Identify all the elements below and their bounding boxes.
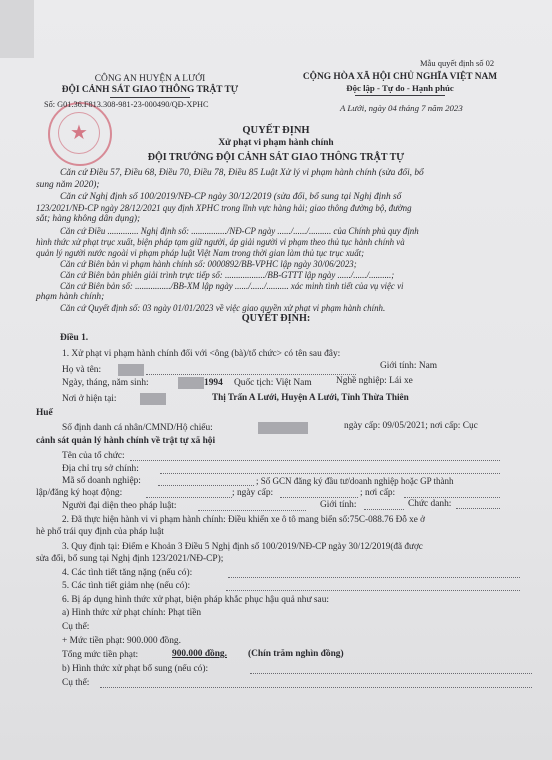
dob-year: 1994 [204, 378, 223, 388]
name-label: Họ và tên: [62, 365, 102, 375]
basis-line-8: quản lý người nước ngoài vi phạm pháp luật Việt Nam trong thời gian làm thủ tục trục xuất; [36, 248, 365, 258]
address-value: Thị Trấn A Lưới, Huyện A Lưới, Tỉnh Thừa Thiên [212, 392, 409, 402]
org-name-label: Tên của tổ chức: [62, 451, 125, 461]
fine-total-label: Tổng mức tiền phạt: [62, 650, 139, 660]
redacted-id-number [258, 422, 308, 434]
document-title: QUYẾT ĐỊNH [242, 125, 310, 136]
org-licence-label: lập/đăng ký hoạt động: [36, 488, 123, 498]
gender: Giới tính: Nam [380, 361, 438, 371]
agency-underline [110, 97, 190, 98]
agency-line-2: ĐỘI CẢNH SÁT GIAO THÔNG TRẬT TỰ [61, 85, 239, 95]
org-licence-place: ; nơi cấp: [360, 488, 396, 498]
seal-star-icon: ★ [70, 122, 88, 144]
item-3-continued: sửa đổi, bổ sung tại Nghị định 123/2021/NĐ-CP); [36, 554, 224, 564]
org-address-dotted-line [160, 473, 500, 474]
org-licence-dotted-line [146, 497, 232, 498]
item-6b-dotted-line [250, 673, 532, 674]
fine-level: + Mức tiền phạt: 900.000 đồng. [62, 636, 181, 646]
item-1-intro: 1. Xử phạt vi phạm hành chính đối với <ông (bà)/tổ chức> có tên sau đây: [62, 349, 341, 359]
redacted-dob [178, 377, 204, 389]
basis-line-6: Căn cứ Điều .............. Nghị định số: ................/NĐ-CP ngày ....../....../.......... của Chính phủ quy định [60, 226, 419, 236]
item-2-continued: hè phố trái quy định của pháp luật [36, 527, 164, 537]
org-rep-title-dotted-line [456, 508, 500, 509]
id-issuer: cảnh sát quản lý hành chính về trật tự xã hội [36, 436, 216, 446]
item-4-aggravating: 4. Các tình tiết tăng nặng (nếu có): [62, 568, 193, 578]
decision-heading: QUYẾT ĐỊNH: [241, 313, 311, 324]
motto-underline [355, 95, 445, 96]
country-name: CỘNG HÒA XÃ HỘI CHỦ NGHĨA VIỆT NAM [302, 72, 498, 82]
occupation: Nghề nghiệp: Lái xe [336, 376, 413, 386]
redacted-address [140, 393, 166, 405]
org-licence-date: ; ngày cấp: [232, 488, 274, 498]
address-continued: Huế [36, 408, 53, 418]
org-rep-gender-dotted-line [364, 509, 404, 510]
dob-label: Ngày, tháng, năm sinh: [62, 378, 149, 388]
item-5-mitigating: 5. Các tình tiết giảm nhẹ (nếu có): [62, 581, 191, 591]
agency-line-1: CÔNG AN HUYỆN A LƯỚI [94, 74, 206, 84]
national-motto: Độc lập - Tự do - Hạnh phúc [346, 83, 454, 93]
form-number: Mẫu quyết định số 02 [420, 58, 495, 68]
item-3-regulation: 3. Quy định tại: Điểm e Khoản 3 Điều 5 Nghị định số 100/2019/NĐ-CP ngày 30/12/2019(đã được [62, 541, 423, 551]
basis-line-7: hình thức xử phạt trục xuất, biện pháp tạm giữ người, áp giải người vi phạm theo thủ tục hành chính và [36, 237, 405, 247]
org-rep-label: Người đại diện theo pháp luật: [62, 501, 177, 511]
address-label: Nơi ở hiện tại: [62, 394, 117, 404]
item-4-dotted-line [228, 577, 520, 578]
basis-line-12: phạm hành chính; [36, 292, 105, 302]
id-issue-info: ngày cấp: 09/05/2021; nơi cấp: Cục [344, 421, 478, 431]
org-rep-title: Chức danh: [408, 499, 452, 509]
place-and-date: A Lưới, ngày 04 tháng 7 năm 2023 [340, 103, 463, 113]
item-6-penalties: 6. Bị áp dụng hình thức xử phạt, biện pháp khắc phục hậu quả như sau: [62, 595, 330, 605]
nationality: Quốc tịch: Việt Nam [234, 378, 312, 388]
org-rep-gender: Giới tính: [320, 500, 357, 510]
id-label: Số định danh cá nhân/CMND/Hộ chiếu: [62, 423, 213, 433]
decision-number: Số: G01.36.F813.308-981-23-000490/QĐ-XPHC [44, 100, 209, 109]
redacted-name [118, 364, 144, 376]
name-dotted-line [146, 374, 356, 375]
org-address-label: Địa chỉ trụ sở chính: [62, 464, 139, 474]
item-5-dotted-line [226, 590, 520, 591]
basis-line-10: Căn cứ Biên bản phiên giải trình trực tiếp số: ................../BB-GTTT lập ngày ....../....../..........; [60, 270, 395, 280]
basis-line-4: 123/2021/NĐ-CP ngày 28/12/2021 quy định XPHC trong lĩnh vực hàng hải; giao thông đường bộ, đường [36, 203, 412, 213]
org-licence-date-dotted-line [280, 497, 358, 498]
org-code-label: Mã số doanh nghiệp: [62, 476, 141, 486]
org-licence-place-dotted-line [404, 497, 500, 498]
basis-line-11: Căn cứ Biên bản số: ................/BB-XM lập ngày ....../....../.......... xác minh tình tiết của vụ việc vi [60, 281, 404, 291]
item-6b-detail-label: Cụ thể: [62, 678, 90, 688]
item-6b-additional-penalty: b) Hình thức xử phạt bổ sung (nếu có): [62, 664, 209, 674]
org-rep-dotted-line [198, 510, 306, 511]
item-6a-main-penalty: a) Hình thức xử phạt chính: Phạt tiền [62, 608, 202, 618]
basis-line-1: Căn cứ Điều 57, Điều 68, Điều 70, Điều 78, Điều 85 Luật Xử lý vi phạm hành chính (sửa đổi, bổ [60, 168, 424, 178]
org-name-dotted-line [130, 460, 500, 461]
basis-line-13: Căn cứ Quyết định số: 03 ngày 01/01/2023 về việc giao quyền xử phạt vi phạm hành chính. [60, 303, 386, 313]
basis-line-3: Căn cứ Nghị định số 100/2019/NĐ-CP ngày 30/12/2019 (sửa đổi, bổ sung tại Nghị định số [60, 192, 402, 202]
document-subtitle: Xử phạt vi phạm hành chính [218, 138, 334, 148]
item-6a-detail-label: Cụ thể: [62, 622, 90, 632]
basis-line-2: sung năm 2020); [36, 180, 100, 190]
item-6b-detail-dotted-line [100, 687, 532, 688]
article-1: Điều 1. [60, 333, 89, 343]
item-2-violation: 2. Đã thực hiện hành vi vi phạm hành chính: Điều khiển xe ô tô mang biển số:75C-088.76 Đỗ xe ở [62, 514, 425, 524]
issuer-title: ĐỘI TRƯỞNG ĐỘI CẢNH SÁT GIAO THÔNG TRẬT TỰ [147, 152, 405, 163]
folded-corner [0, 0, 34, 58]
fine-total-value: 900.000 đồng. [172, 649, 227, 659]
fine-total-words: (Chín trăm nghìn đồng) [248, 649, 344, 659]
org-gcn-label: ; Số GCN đăng ký đầu tư/doanh nghiệp hoặc GP thành [256, 476, 454, 486]
basis-line-5: sắt; hàng không dân dụng); [36, 214, 141, 224]
basis-line-9: Căn cứ Biên bản vi phạm hành chính số: 0000892/BB-VPHC lập ngày 30/06/2023; [60, 259, 357, 269]
org-code-dotted-line [158, 485, 254, 486]
